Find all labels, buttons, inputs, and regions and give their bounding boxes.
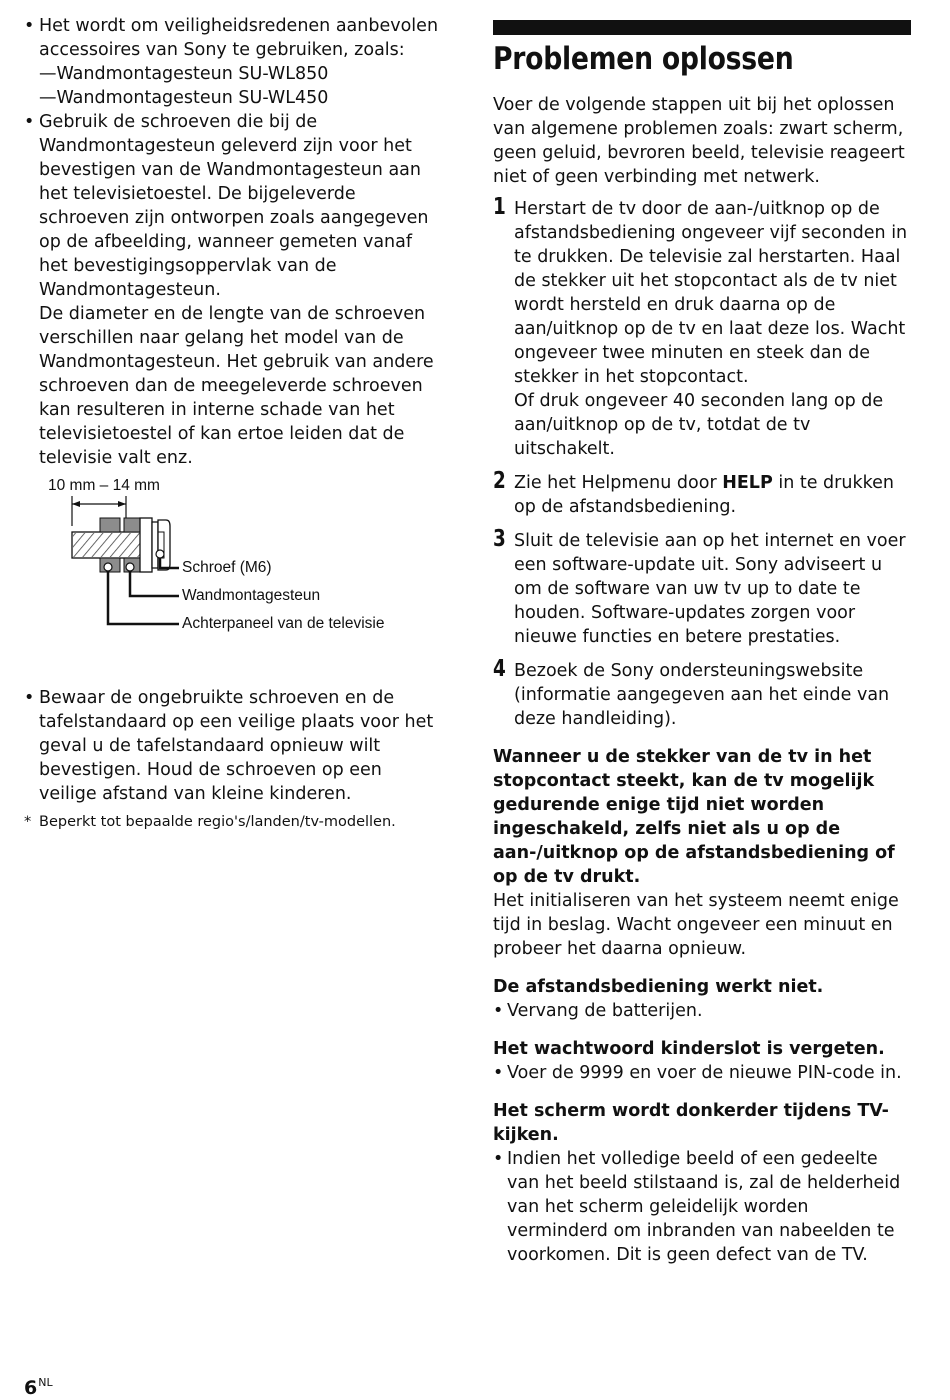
page-number (24, 1371, 53, 1400)
right-column (493, 14, 913, 1267)
footnote-marker: * (24, 814, 32, 830)
step-text-pre: Zie het Helpmenu door (514, 473, 723, 493)
bullet-accessories-text: • Het wordt om veiligheidsredenen aanbevolen accessoires van Sony te gebruiken, zoals: (39, 16, 439, 60)
footnote (24, 812, 444, 832)
bullet-accessories (24, 14, 444, 62)
accessory-item: —Wandmontagesteun SU-WL850 (39, 64, 329, 84)
step-number: 4 (493, 656, 506, 682)
accessory-item: —Wandmontagesteun SU-WL450 (39, 88, 329, 108)
bullet-screws-text: • Gebruik de schroeven die bij de Wandmontagesteun geleverd zijn voor het bevestigen van de Wandmontagesteun aan het televisietoestel. De bijgeleverde schroeven zijn ontworpen zoals aangegeven op de afbeelding, wanneer gemeten vanaf het bevestigingsoppervlak van de Wandmontagesteun. (39, 112, 429, 300)
step-2 (493, 468, 913, 519)
faq-question: Het scherm wordt donkerder tijdens TV-kijken. (493, 1101, 889, 1145)
bullet-storage (24, 686, 444, 806)
step-4 (493, 656, 913, 731)
step-3 (493, 526, 913, 649)
step-number: 2 (493, 468, 506, 494)
page-language: NL (38, 1376, 53, 1389)
step-text (514, 471, 913, 519)
section-title: Problemen oplossen (493, 41, 794, 77)
faq-answer: Het initialiseren van het systeem neemt enige tijd in beslag. Wacht ongeveer een minuut en probeer het daarna opnieuw. (493, 891, 899, 959)
faq-answer: • Indien het volledige beeld of een gedeelte van het beeld stilstaand is, zal de helderheid van het scherm geleidelijk worden verminderd om inbranden van nabeelden te voorkomen. Dit is geen defect van de TV. (493, 1147, 913, 1267)
label-wall-mount: Wandmontagesteun (182, 587, 321, 604)
faq-answer: • Vervang de batterijen. (493, 999, 913, 1023)
label-screw: Schroef (M6) (182, 559, 272, 576)
faq-question: De afstandsbediening werkt niet. (493, 977, 824, 997)
intro-text: Voer de volgende stappen uit bij het oplossen van algemene problemen zoals: zwart scherm, geen geluid, bevroren beeld, televisie reageert niet of geen verbinding met netwerk. (493, 95, 905, 187)
title-bar (493, 20, 911, 35)
footnote-text: Beperkt tot bepaalde regio's/landen/tv-modellen. (39, 814, 396, 830)
step-number: 1 (493, 194, 506, 220)
step-number: 3 (493, 526, 506, 552)
label-rear-panel: Achterpaneel van de televisie (182, 615, 385, 632)
screw-diagram (24, 474, 444, 686)
step-text-2: Of druk ongeveer 40 seconden lang op de aan/uitknop op de tv, totdat de tv uitschakelt. (514, 391, 884, 459)
step-text: Sluit de televisie aan op het internet en voer een software-update uit. Sony adviseert u om de software van uw tv up to date te houden. Software-updates zorgen voor nieuwe functies en betere prestaties. (514, 531, 906, 647)
page-number-value: 6 (24, 1377, 38, 1399)
screw-drawing (24, 474, 444, 686)
help-key: HELP (722, 473, 773, 493)
step-text: Herstart de tv door de aan-/uitknop op de afstandsbediening ongeveer vijf seconden in te drukken. De televisie zal herstarten. Haal de stekker uit het stopcontact als de tv niet wordt hersteld en druk daarna op de aan/uitknop op de tv en laat deze los. Wacht ongeveer twee minuten en steek dan de stekker in het stopcontact. (514, 199, 908, 387)
bullet-storage-text: • Bewaar de ongebruikte schroeven en de tafelstandaard op een veilige plaats voor het geval u de tafelstandaard opnieuw wilt bevestigen. Houd de schroeven op een veilige afstand van kleine kinderen. (39, 688, 434, 804)
dimension-label: 10 mm – 14 mm (48, 477, 160, 494)
faq-answer: • Voer de 9999 en voer de nieuwe PIN-code in. (493, 1061, 913, 1085)
step-text: Bezoek de Sony ondersteuningswebsite (informatie aangegeven aan het einde van deze handleiding). (514, 661, 890, 729)
faq-question: Wanneer u de stekker van de tv in het stopcontact steekt, kan de tv mogelijk gedurende enige tijd niet worden ingeschakeld, zelfs niet als u op de aan-/uitknop op de afstandsbediening of op de tv drukt. (493, 747, 895, 887)
step-text-post: in te drukken op de afstandsbediening. (514, 473, 894, 517)
faq-question: Het wachtwoord kinderslot is vergeten. (493, 1039, 885, 1059)
left-column (24, 14, 444, 832)
bullet-screws (24, 110, 444, 302)
step-1 (493, 194, 913, 461)
bullet-screws-text-2: De diameter en de lengte van de schroeven verschillen naar gelang het model van de Wandmontagesteun. Het gebruik van andere schroeven dan de meegeleverde schroeven kan resulteren in interne schade van het televisietoestel of kan ertoe leiden dat de televisie valt enz. (39, 304, 434, 468)
